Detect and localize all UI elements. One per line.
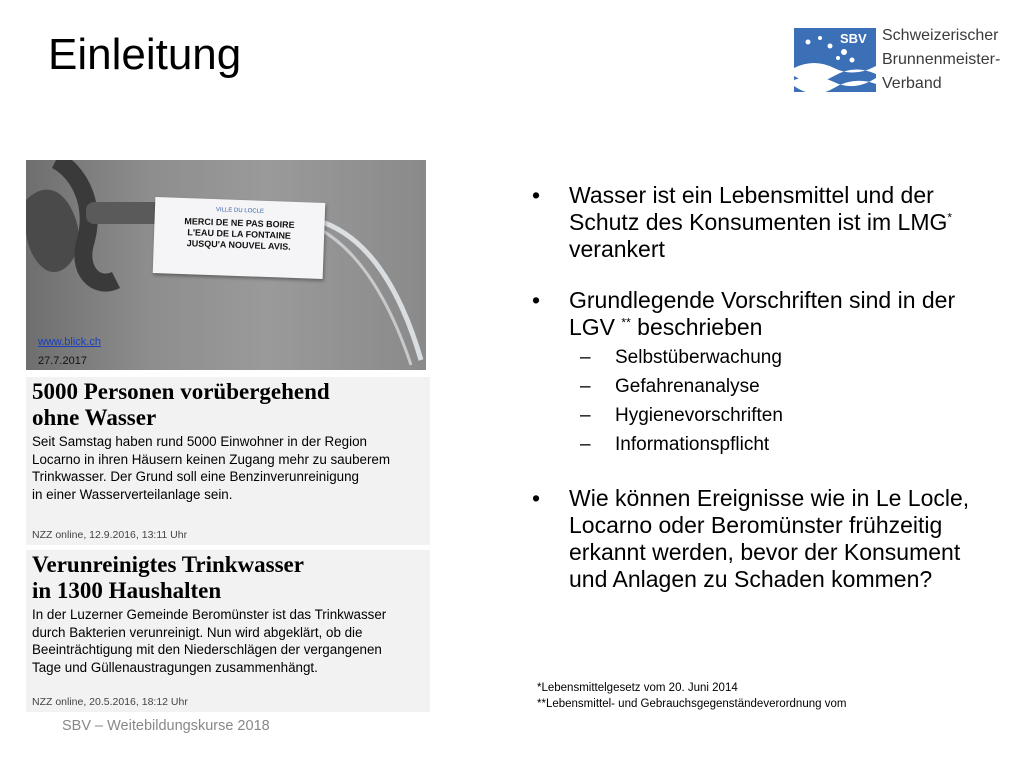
footnote: *Lebensmittelgesetz vom 20. Juni 2014 (537, 682, 738, 694)
body-line: durch Bakterien verunreinigt. Nun wird abgeklärt, ob die (32, 624, 363, 640)
clipping-headline (26, 377, 430, 431)
logo-text (882, 24, 1000, 96)
news-clipping (26, 377, 430, 545)
sbv-logo (794, 22, 1004, 98)
sub-item: – Hygienevorschriften (532, 401, 1002, 430)
bullet-text: beschrieben (630, 314, 763, 340)
logo-line: Schweizerischer (882, 27, 999, 44)
source-link[interactable]: www.blick.ch (38, 336, 101, 348)
clipping-source: NZZ online, 20.5.2016, 18:12 Uhr (32, 696, 188, 708)
headline-line: ohne Wasser (32, 405, 157, 430)
footnote-marker: ** (621, 315, 631, 330)
headline-line: in 1300 Haushalten (32, 578, 222, 603)
body-line: Seit Samstag haben rund 5000 Einwohner in der Region (32, 434, 367, 449)
clipping-headline (26, 550, 430, 604)
body-line: Tage und Güllenaustragungen zusammenhängt. (32, 659, 318, 675)
sign-line: MERCI DE NE PAS BOIRE (184, 216, 295, 230)
footnote: **Lebensmittel- und Gebrauchsgegenständeverordnung vom (537, 698, 847, 710)
headline-line: 5000 Personen vorübergehend (32, 379, 330, 404)
bullet-item: • Wie können Ereignisse wie in Le Locle, Locarno oder Beromünster frühzeitig erkannt werden, bevor der Konsument und Anlagen zu Schaden kommen? (532, 485, 1002, 593)
fountain-photo (26, 160, 426, 370)
sign-line: L'EAU DE LA FONTAINE (187, 227, 292, 241)
footnotes (537, 680, 846, 712)
sign-text (154, 215, 325, 254)
sub-list (532, 343, 1002, 459)
sbv-logo-icon (794, 28, 876, 92)
bullet-text: Wasser ist ein Lebensmittel und der Schutz des Konsumenten ist im LMG (569, 182, 948, 235)
footnote-marker: * (947, 210, 953, 225)
clipping-body (26, 604, 430, 676)
body-line: Locarno in ihren Häusern keinen Zugang mehr zu sauberem (32, 451, 391, 467)
headline-line: Verunreinigtes Trinkwasser (32, 552, 304, 577)
clipping-source: NZZ online, 12.9.2016, 13:11 Uhr (32, 529, 188, 541)
photo-date: 27.7.2017 (38, 355, 87, 367)
clipping-body (26, 431, 430, 503)
sub-item: – Gefahrenanalyse (532, 372, 1002, 401)
logo-abbr: SBV (840, 31, 867, 46)
sub-item: – Selbstüberwachung (532, 343, 1002, 372)
sign-line: JUSQU'A NOUVEL AVIS. (186, 238, 291, 252)
bullet-text: Grundlegende Vorschriften sind in der LGV (569, 287, 956, 340)
sub-item: – Informationspflicht (532, 430, 1002, 459)
logo-line: Verband (882, 75, 942, 92)
bullet-item (532, 287, 1002, 341)
slide-footer: SBV – Weitebildungskurse 2018 (62, 718, 270, 734)
warning-sign (153, 197, 326, 279)
sign-logo: VILLE DU LOCLE (215, 207, 265, 215)
news-clipping (26, 550, 430, 712)
body-line: in einer Wasserverteilanlage sein. (32, 486, 233, 502)
body-line: Beeinträchtigung mit den Niederschlägen der vergangenen (32, 642, 382, 657)
logo-line: Brunnenmeister- (882, 51, 1001, 68)
bullet-list (532, 182, 1002, 617)
body-line: Trinkwasser. Der Grund soll eine Benzinverunreinigung (32, 469, 359, 484)
body-line: In der Luzerner Gemeinde Beromünster ist das Trinkwasser (32, 607, 387, 622)
bullet-item (532, 182, 1002, 263)
slide-title: Einleitung (48, 30, 242, 79)
bullet-text: verankert (569, 236, 665, 262)
